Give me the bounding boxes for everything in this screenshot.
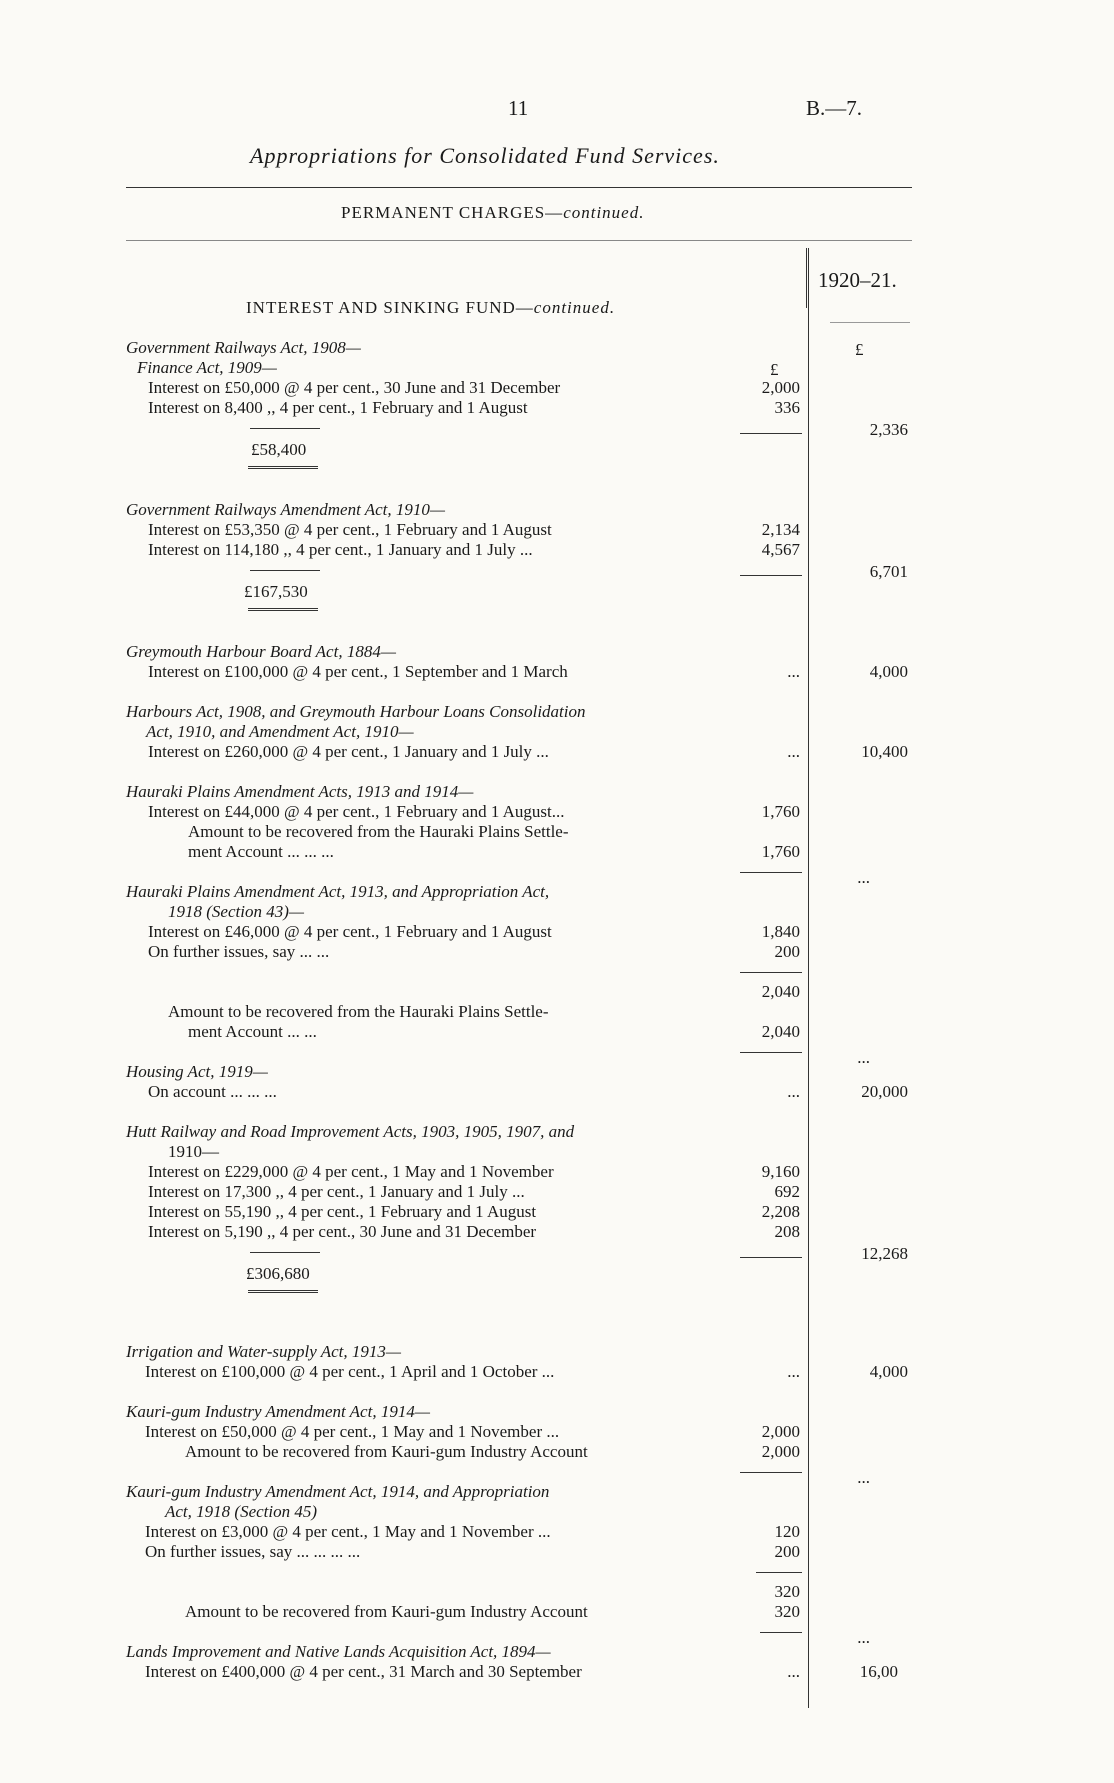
act-title: Hutt Railway and Road Improvement Acts, 1903, 1905, 1907, and	[126, 1122, 575, 1141]
act-title: Act, 1918 (Section 45)	[165, 1502, 318, 1521]
year-header-rule	[830, 322, 910, 323]
interest-line: Interest on £100,000 @ 4 per cent., 1 April and 1 October ...	[145, 1362, 555, 1381]
interest-line: Interest on £260,000 @ 4 per cent., 1 January and 1 July ...	[148, 742, 549, 761]
sum-rule	[740, 1472, 802, 1473]
year-column-header: 1920–21.	[818, 268, 897, 292]
act-title: Housing Act, 1919—	[126, 1062, 268, 1081]
amount-dots: ...	[787, 742, 800, 761]
year-amount: 2,336	[869, 420, 908, 439]
total-double-rule	[248, 1290, 318, 1293]
amount-value: 336	[774, 398, 800, 417]
amount-value: 9,160	[761, 1162, 800, 1181]
interest-line: Interest on 8,400 ,, 4 per cent., 1 February and 1 August	[148, 398, 528, 417]
act-title: Kauri-gum Industry Amendment Act, 1914—	[126, 1402, 430, 1421]
amount-value: 120	[774, 1522, 800, 1541]
amount-value: 2,000	[761, 1442, 800, 1461]
amount-value: 208	[774, 1222, 800, 1241]
interest-line: On further issues, say ... ...	[148, 942, 330, 961]
recovery-line: Amount to be recovered from Kauri-gum Industry Account	[185, 1602, 588, 1621]
section-heading-main: INTEREST AND SINKING FUND—	[246, 298, 534, 317]
act-title: 1918 (Section 43)—	[168, 902, 304, 921]
amount-dots: ...	[787, 1082, 800, 1101]
interest-line: Interest on 17,300 ,, 4 per cent., 1 January and 1 July ...	[148, 1182, 525, 1201]
loan-total: £306,680	[246, 1264, 310, 1283]
account-line: On account ... ... ...	[148, 1082, 277, 1101]
act-title: Hauraki Plains Amendment Act, 1913, and Appropriation Act,	[126, 882, 550, 901]
interest-line: Interest on £53,350 @ 4 per cent., 1 February and 1 August	[148, 520, 552, 539]
year-amount: ...	[857, 868, 870, 887]
interest-line: Interest on £100,000 @ 4 per cent., 1 September and 1 March	[148, 662, 568, 681]
subtitle-continued: continued.	[563, 203, 645, 222]
act-title: Finance Act, 1909—	[137, 358, 277, 377]
sum-rule	[756, 1572, 802, 1573]
total-double-rule	[248, 466, 318, 469]
recovery-line: Amount to be recovered from the Hauraki Plains Settle-	[168, 1002, 549, 1021]
amount-value: 2,134	[761, 520, 800, 539]
act-title: Act, 1910, and Amendment Act, 1910—	[146, 722, 414, 741]
year-amount: ...	[857, 1048, 870, 1067]
sum-rule	[740, 872, 802, 873]
subtitle-rule	[126, 240, 912, 241]
amount-value: 1,760	[761, 842, 800, 861]
loan-total: £58,400	[251, 440, 307, 459]
amount-subtotal: 2,040	[761, 982, 800, 1001]
act-title: Lands Improvement and Native Lands Acquisition Act, 1894—	[126, 1642, 551, 1661]
interest-line: Interest on 114,180 ,, 4 per cent., 1 January and 1 July ...	[148, 540, 533, 559]
amount-value: 4,567	[761, 540, 800, 559]
pound-sign-amount: £	[770, 360, 779, 379]
act-title: Harbours Act, 1908, and Greymouth Harbour Loans Consolidation	[126, 702, 586, 721]
amount-value: 2,000	[761, 378, 800, 397]
sum-rule	[250, 428, 320, 429]
year-amount: 10,400	[861, 742, 908, 761]
interest-line: Interest on £44,000 @ 4 per cent., 1 February and 1 August...	[148, 802, 565, 821]
sum-rule	[740, 1052, 802, 1053]
paper-reference: B.—7.	[806, 96, 863, 120]
section-heading-continued: continued.	[533, 298, 616, 317]
sum-rule	[740, 433, 802, 434]
amount-value: 2,208	[761, 1202, 800, 1221]
amount-value: 2,000	[761, 1422, 800, 1441]
recovery-line: Amount to be recovered from Kauri-gum Industry Account	[185, 1442, 588, 1461]
interest-line: Interest on 55,190 ,, 4 per cent., 1 February and 1 August	[148, 1202, 537, 1221]
act-title: Greymouth Harbour Board Act, 1884—	[126, 642, 396, 661]
amount-value: 1,760	[761, 802, 800, 821]
sum-rule	[250, 570, 320, 571]
page-number: 11	[508, 96, 529, 120]
title-rule	[126, 187, 912, 188]
loan-total: £167,530	[244, 582, 308, 601]
section-subtitle	[341, 203, 644, 223]
act-title: Government Railways Amendment Act, 1910—	[126, 500, 446, 519]
column-rule-left	[808, 248, 809, 1708]
amount-dots: ...	[787, 1662, 800, 1681]
interest-line: Interest on £50,000 @ 4 per cent., 30 June and 31 December	[148, 378, 561, 397]
pound-sign-year: £	[855, 340, 864, 359]
amount-value: 2,040	[761, 1022, 800, 1041]
amount-subtotal: 320	[774, 1582, 800, 1601]
amount-value: 1,840	[761, 922, 800, 941]
interest-line: On further issues, say ... ... ... ...	[145, 1542, 361, 1561]
year-amount: ...	[857, 1628, 870, 1647]
interest-line: Interest on £400,000 @ 4 per cent., 31 March and 30 September	[145, 1662, 582, 1681]
amount-dots: ...	[787, 662, 800, 681]
sum-rule	[740, 575, 802, 576]
year-amount: 4,000	[869, 1362, 908, 1381]
year-amount: 12,268	[861, 1244, 908, 1263]
sum-rule	[250, 1252, 320, 1253]
year-amount: 6,701	[869, 562, 908, 581]
interest-line: Interest on 5,190 ,, 4 per cent., 30 June and 31 December	[148, 1222, 537, 1241]
section-heading	[246, 298, 615, 318]
sum-rule	[760, 1632, 802, 1633]
subtitle-main: PERMANENT CHARGES—	[341, 203, 564, 222]
act-title: Government Railways Act, 1908—	[126, 338, 361, 357]
interest-line: Interest on £50,000 @ 4 per cent., 1 May and 1 November ...	[145, 1422, 560, 1441]
year-amount: 16,00	[859, 1662, 898, 1681]
interest-line: Interest on £3,000 @ 4 per cent., 1 May and 1 November ...	[145, 1522, 551, 1541]
total-double-rule	[248, 608, 318, 611]
amount-dots: ...	[787, 1362, 800, 1381]
year-amount: 4,000	[869, 662, 908, 681]
column-rule-right	[806, 248, 807, 308]
amount-value: 320	[774, 1602, 800, 1621]
act-title: Irrigation and Water-supply Act, 1913—	[126, 1342, 401, 1361]
interest-line: Interest on £46,000 @ 4 per cent., 1 February and 1 August	[148, 922, 552, 941]
act-title: Hauraki Plains Amendment Acts, 1913 and 1914—	[126, 782, 474, 801]
amount-value: 692	[774, 1182, 800, 1201]
amount-value: 200	[774, 1542, 800, 1561]
act-title: 1910—	[168, 1142, 219, 1161]
recovery-line: Amount to be recovered from the Hauraki Plains Settle-	[188, 822, 569, 841]
amount-value: 200	[774, 942, 800, 961]
year-amount: 20,000	[861, 1082, 908, 1101]
recovery-line: ment Account ... ...	[188, 1022, 317, 1041]
sum-rule	[740, 1257, 802, 1258]
year-amount: ...	[857, 1468, 870, 1487]
interest-line: Interest on £229,000 @ 4 per cent., 1 May and 1 November	[148, 1162, 554, 1181]
recovery-line: ment Account ... ... ...	[188, 842, 334, 861]
sum-rule	[740, 972, 802, 973]
page-title: Appropriations for Consolidated Fund Services.	[250, 143, 720, 168]
act-title: Kauri-gum Industry Amendment Act, 1914, and Appropriation	[126, 1482, 550, 1501]
